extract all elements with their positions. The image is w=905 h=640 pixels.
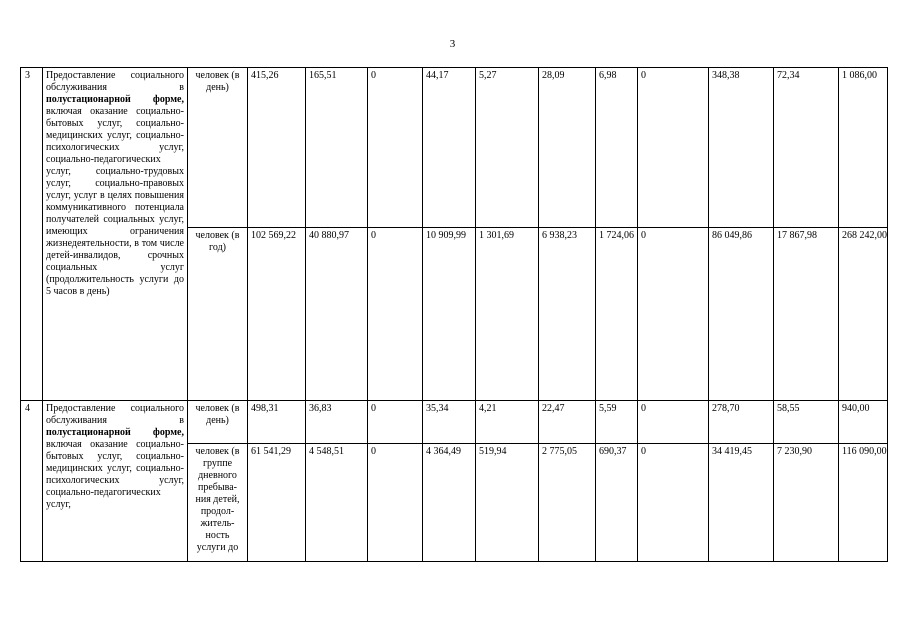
page-number: 3 — [449, 38, 456, 50]
value-cell: 519,94 — [476, 444, 539, 562]
value-cell: 1 086,00 — [839, 68, 888, 228]
value-cell: 72,34 — [774, 68, 839, 228]
cost-table — [20, 67, 888, 562]
value-cell: 40 880,97 — [306, 228, 368, 401]
value-cell: 17 867,98 — [774, 228, 839, 401]
value-cell: 498,31 — [248, 401, 306, 444]
description-bold: полустационарной форме, — [46, 427, 184, 438]
value-cell: 7 230,90 — [774, 444, 839, 562]
value-cell: 415,26 — [248, 68, 306, 228]
value-cell: 44,17 — [423, 68, 476, 228]
value-cell: 0 — [368, 68, 423, 228]
value-cell: 58,55 — [774, 401, 839, 444]
value-cell: 0 — [368, 228, 423, 401]
description-text: включая оказание социально-бытовых услуг, социально-медицинских услуг, социально-психологических услуг, социально-педагогических услуг, социально-трудовых услуг, социально-правовых услуг, услуг в целях повышения коммуникативного потенциала получателей социальных услуг, имеющих ограничения жизнедеятельности, в том числе детей-инвалидов, срочных социальных услуг (продолжительность услуги до 5 часов в день) — [46, 106, 184, 297]
value-cell: 34 419,45 — [709, 444, 774, 562]
table-row — [21, 68, 888, 228]
unit-cell: человек (в год) — [188, 228, 248, 401]
value-cell: 0 — [368, 401, 423, 444]
table-row — [21, 401, 888, 444]
value-cell: 165,51 — [306, 68, 368, 228]
value-cell: 86 049,86 — [709, 228, 774, 401]
description-text: включая оказание социально-бытовых услуг, социально-медицинских услуг, социально-психологических услуг, социально-педагогических услуг, — [46, 439, 184, 510]
value-cell: 0 — [368, 444, 423, 562]
service-description — [43, 68, 188, 401]
value-cell: 5,27 — [476, 68, 539, 228]
value-cell: 116 090,00 — [839, 444, 888, 562]
value-cell: 940,00 — [839, 401, 888, 444]
description-bold: полустационарной форме, — [46, 94, 184, 105]
unit-cell: человек (в день) — [188, 68, 248, 228]
value-cell: 690,37 — [596, 444, 638, 562]
value-cell: 4,21 — [476, 401, 539, 444]
unit-cell: человек (в группе дневного пребыва-ния детей, продол-житель-ность услуги до — [188, 444, 248, 562]
value-cell: 6 938,23 — [539, 228, 596, 401]
description-text: Предоставление социального обслуживания в — [46, 403, 184, 426]
service-description — [43, 401, 188, 562]
row-index: 4 — [21, 401, 43, 562]
unit-cell: человек (в день) — [188, 401, 248, 444]
value-cell: 4 548,51 — [306, 444, 368, 562]
value-cell: 6,98 — [596, 68, 638, 228]
value-cell: 28,09 — [539, 68, 596, 228]
value-cell: 36,83 — [306, 401, 368, 444]
value-cell: 10 909,99 — [423, 228, 476, 401]
value-cell: 0 — [638, 68, 709, 228]
value-cell: 2 775,05 — [539, 444, 596, 562]
value-cell: 278,70 — [709, 401, 774, 444]
value-cell: 348,38 — [709, 68, 774, 228]
value-cell: 4 364,49 — [423, 444, 476, 562]
description-text: Предоставление социального обслуживания в — [46, 70, 184, 93]
value-cell: 268 242,00 — [839, 228, 888, 401]
value-cell: 0 — [638, 444, 709, 562]
value-cell: 22,47 — [539, 401, 596, 444]
value-cell: 0 — [638, 401, 709, 444]
row-index: 3 — [21, 68, 43, 401]
value-cell: 1 301,69 — [476, 228, 539, 401]
value-cell: 61 541,29 — [248, 444, 306, 562]
value-cell: 5,59 — [596, 401, 638, 444]
value-cell: 35,34 — [423, 401, 476, 444]
value-cell: 1 724,06 — [596, 228, 638, 401]
value-cell: 102 569,22 — [248, 228, 306, 401]
value-cell: 0 — [638, 228, 709, 401]
